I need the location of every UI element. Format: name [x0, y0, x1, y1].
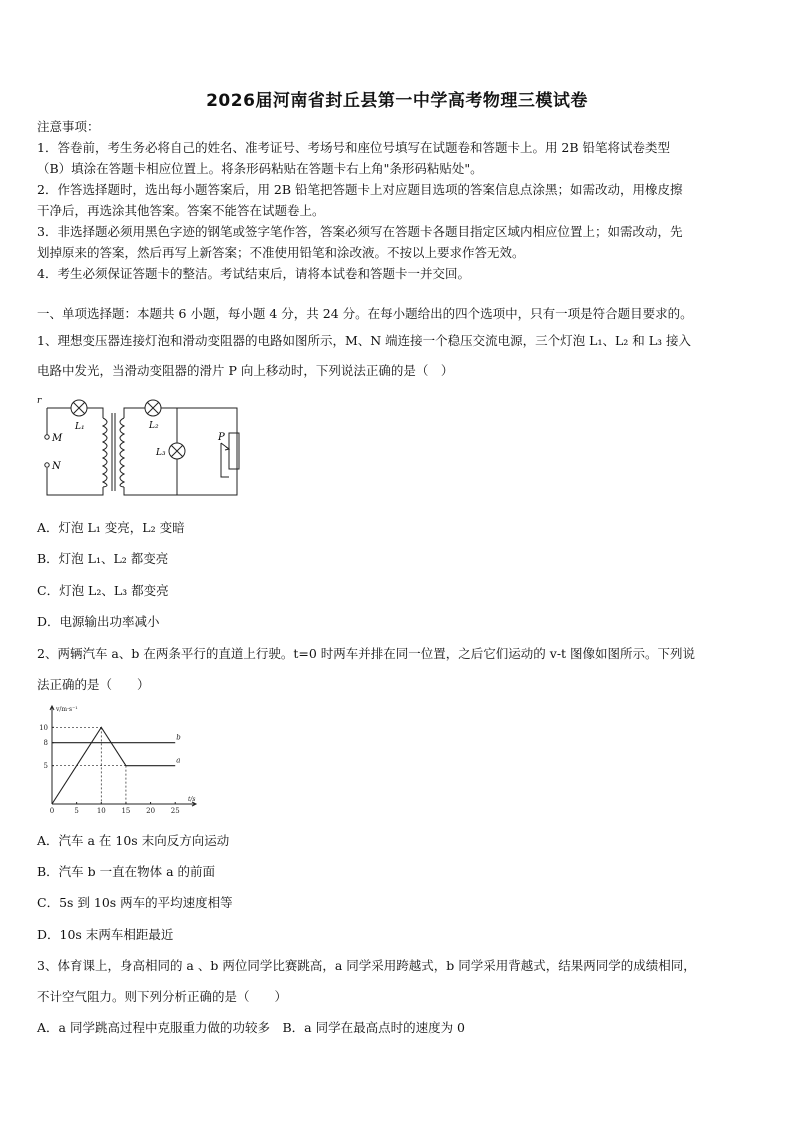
q2-option-a: A．汽车 a 在 10s 末向反方向运动: [37, 833, 230, 848]
notice-heading: 注意事项：: [37, 119, 100, 134]
x-tick-label: 5: [74, 807, 79, 815]
notice-item-3-line-1: 3．非选择题必须用黑色字迹的钢笔或签字笔作答，答案必须写在答题卡各题目指定区域内相应位置上；如需改动，先: [37, 224, 683, 239]
q1-stem-line-2: 电路中发光，当滑动变阻器的滑片 P 向上移动时，下列说法正确的是（ ）: [37, 363, 454, 378]
notice-item-1-line-1: 1．答卷前，考生务必将自己的姓名、准考证号、考场号和座位号填写在试题卷和答题卡上。用 2B 铅笔将试卷类型: [37, 140, 671, 155]
q1-circuit-figure: [35, 395, 250, 505]
section-heading: 一、单项选择题：本题共 6 小题，每小题 4 分，共 24 分。在每小题给出的四个选项中，只有一项是符合题目要求的。: [37, 306, 693, 321]
x-tick-label: 10: [96, 807, 106, 815]
y-tick-label: 8: [43, 739, 48, 748]
lamp-l1-label: L₁: [75, 422, 85, 432]
q1-option-a: A．灯泡 L₁ 变亮，L₂ 变暗: [37, 520, 185, 535]
svg-text:r: r: [37, 396, 42, 406]
y-axis-label: v/m·s⁻¹: [56, 706, 78, 713]
slider-p-label: P: [218, 432, 225, 443]
terminal-m-label: M: [52, 433, 63, 444]
q2-option-d: D．10s 末两车相距最近: [37, 927, 174, 942]
q2-vt-chart: [30, 702, 200, 820]
notice-item-2-line-1: 2．作答选择题时，选出每小题答案后，用 2B 铅笔把答题卡上对应题目选项的答案信息点涂黑；如需改动，用橡皮擦: [37, 182, 683, 197]
x-axis-label: t/s: [188, 796, 196, 803]
q2-option-b: B．汽车 b 一直在物体 a 的前面: [37, 864, 216, 879]
series-b-label: b: [176, 733, 181, 742]
y-tick-label: 10: [39, 723, 48, 732]
q1-stem-line-1: 1、理想变压器连接灯泡和滑动变阻器的电路如图所示，M、N 端连接一个稳压交流电源，三个灯泡 L₁、L₂ 和 L₃ 接入: [37, 333, 691, 348]
x-tick-label: 20: [146, 807, 156, 815]
q3-stem-line-1: 3、体育课上，身高相同的 a 、b 两位同学比赛跳高，a 同学采用跨越式，b 同学采用背越式，结果两同学的成绩相同，: [37, 958, 696, 973]
terminal-n-label: N: [52, 461, 61, 472]
q2-option-c: C．5s 到 10s 两车的平均速度相等: [37, 895, 233, 910]
y-tick-label: 5: [43, 762, 48, 771]
q1-option-d: D．电源输出功率减小: [37, 614, 160, 629]
q1-option-b: B．灯泡 L₁、L₂ 都变亮: [37, 551, 169, 566]
q1-option-c: C．灯泡 L₂、L₃ 都变亮: [37, 583, 169, 598]
series-a-label: a: [176, 756, 181, 765]
x-tick-label: 15: [121, 807, 131, 815]
q3-stem-line-2: 不计空气阻力。则下列分析正确的是（ ）: [37, 989, 288, 1004]
q2-stem-line-1: 2、两辆汽车 a、b 在两条平行的直道上行驶。t=0 时两车并排在同一位置，之后它们运动的 v-t 图像如图所示。下列说: [37, 646, 696, 661]
x-tick-label: 25: [170, 807, 180, 815]
notice-item-2-line-2: 干净后，再选涂其他答案。答案不能答在试题卷上。: [37, 203, 325, 218]
lamp-l3-label: L₃: [156, 448, 166, 458]
q3-options-ab: A．a 同学跳高过程中克服重力做的功较多 B．a 同学在最高点时的速度为 0: [37, 1020, 465, 1035]
notice-item-4: 4．考生必须保证答题卡的整洁。考试结束后，请将本试卷和答题卡一并交回。: [37, 266, 470, 281]
page-title: 2026届河南省封丘县第一中学高考物理三模试卷: [206, 91, 588, 111]
q2-stem-line-2: 法正确的是（ ）: [37, 677, 150, 692]
notice-item-3-line-2: 划掉原来的答案，然后再写上新答案；不准使用铅笔和涂改液。不按以上要求作答无效。: [37, 245, 525, 260]
x-tick-label: 0: [49, 807, 55, 815]
lamp-l2-label: L₂: [149, 421, 159, 431]
notice-item-1-line-2: （B）填涂在答题卡相应位置上。将条形码粘贴在答题卡右上角"条形码粘贴处"。: [37, 161, 483, 176]
